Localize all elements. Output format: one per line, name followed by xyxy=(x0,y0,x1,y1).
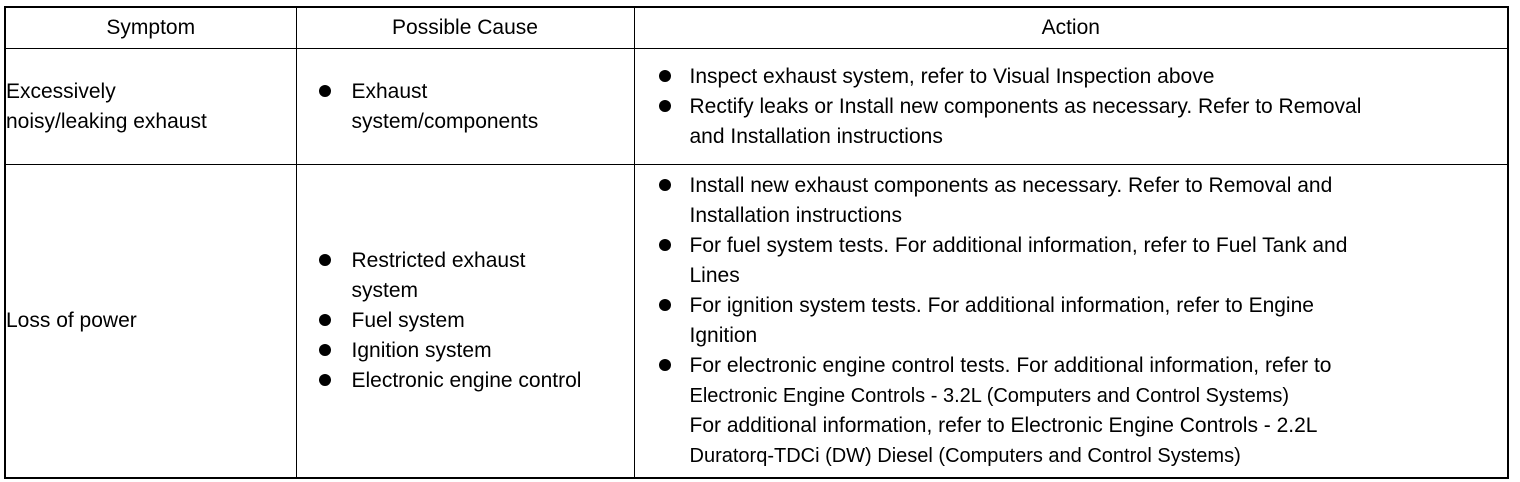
action-text: Electronic Engine Controls - 3.2L (Computers and Control Systems) xyxy=(689,385,1290,407)
symptom-text: Loss of power xyxy=(6,309,137,332)
bullet-icon xyxy=(659,100,671,112)
action-item xyxy=(635,351,1508,471)
cause-cell xyxy=(296,165,634,479)
cause-item xyxy=(297,306,634,336)
table-row xyxy=(5,49,1508,165)
action-text: For electronic engine control tests. For additional information, refer to xyxy=(689,354,1332,377)
action-cell xyxy=(634,49,1508,165)
cause-item xyxy=(297,366,634,396)
cause-text: Exhaust xyxy=(351,79,428,103)
action-text: Ignition xyxy=(689,324,758,347)
action-text: Install new exhaust components as necessary. Refer to Removal and xyxy=(689,174,1333,197)
action-item xyxy=(635,291,1508,351)
cause-item xyxy=(297,246,634,306)
cause-text: Restricted exhaust xyxy=(351,249,526,272)
action-item xyxy=(635,171,1508,231)
bullet-icon xyxy=(319,254,331,266)
action-item xyxy=(635,62,1508,92)
header-action: Action xyxy=(634,7,1508,49)
diagnosis-table xyxy=(4,6,1509,479)
symptom-cell xyxy=(5,165,296,479)
cause-item xyxy=(297,77,634,137)
bullet-icon xyxy=(659,299,671,311)
action-text: For additional information, refer to Electronic Engine Controls - 2.2L xyxy=(689,414,1318,437)
bullet-icon xyxy=(659,179,671,191)
bullet-icon xyxy=(319,344,331,356)
symptom-text: Excessively xyxy=(6,79,116,103)
cause-text: Fuel system xyxy=(351,309,465,332)
action-text: For ignition system tests. For additional information, refer to Engine xyxy=(689,294,1314,317)
action-cell xyxy=(634,165,1508,479)
cause-cell xyxy=(296,49,634,165)
symptom-text: noisy/leaking exhaust xyxy=(6,109,207,133)
cause-item xyxy=(297,336,634,366)
header-possible-cause: Possible Cause xyxy=(296,7,634,49)
bullet-icon xyxy=(659,239,671,251)
bullet-icon xyxy=(319,374,331,386)
action-text: For fuel system tests. For additional information, refer to Fuel Tank and xyxy=(689,234,1348,257)
cause-text: Ignition system xyxy=(351,339,492,362)
action-item xyxy=(635,92,1508,152)
cause-text: Electronic engine control xyxy=(351,369,582,392)
bullet-icon xyxy=(659,359,671,371)
table-row xyxy=(5,165,1508,479)
cause-text: system/components xyxy=(351,109,539,133)
action-text: Rectify leaks or Install new components as necessary. Refer to Removal xyxy=(689,94,1362,118)
bullet-icon xyxy=(659,70,671,82)
bullet-icon xyxy=(319,85,331,97)
header-symptom: Symptom xyxy=(5,7,296,49)
bullet-icon xyxy=(319,314,331,326)
action-item xyxy=(635,231,1508,291)
header-row xyxy=(5,7,1508,49)
symptom-cell xyxy=(5,49,296,165)
cause-text: system xyxy=(351,279,419,302)
action-text: Lines xyxy=(689,264,740,287)
action-text: Inspect exhaust system, refer to Visual Inspection above xyxy=(689,64,1215,88)
action-text: Duratorq-TDCi (DW) Diesel (Computers and Control Systems) xyxy=(689,445,1241,467)
action-text: Installation instructions xyxy=(689,204,902,227)
action-text: and Installation instructions xyxy=(689,124,943,148)
